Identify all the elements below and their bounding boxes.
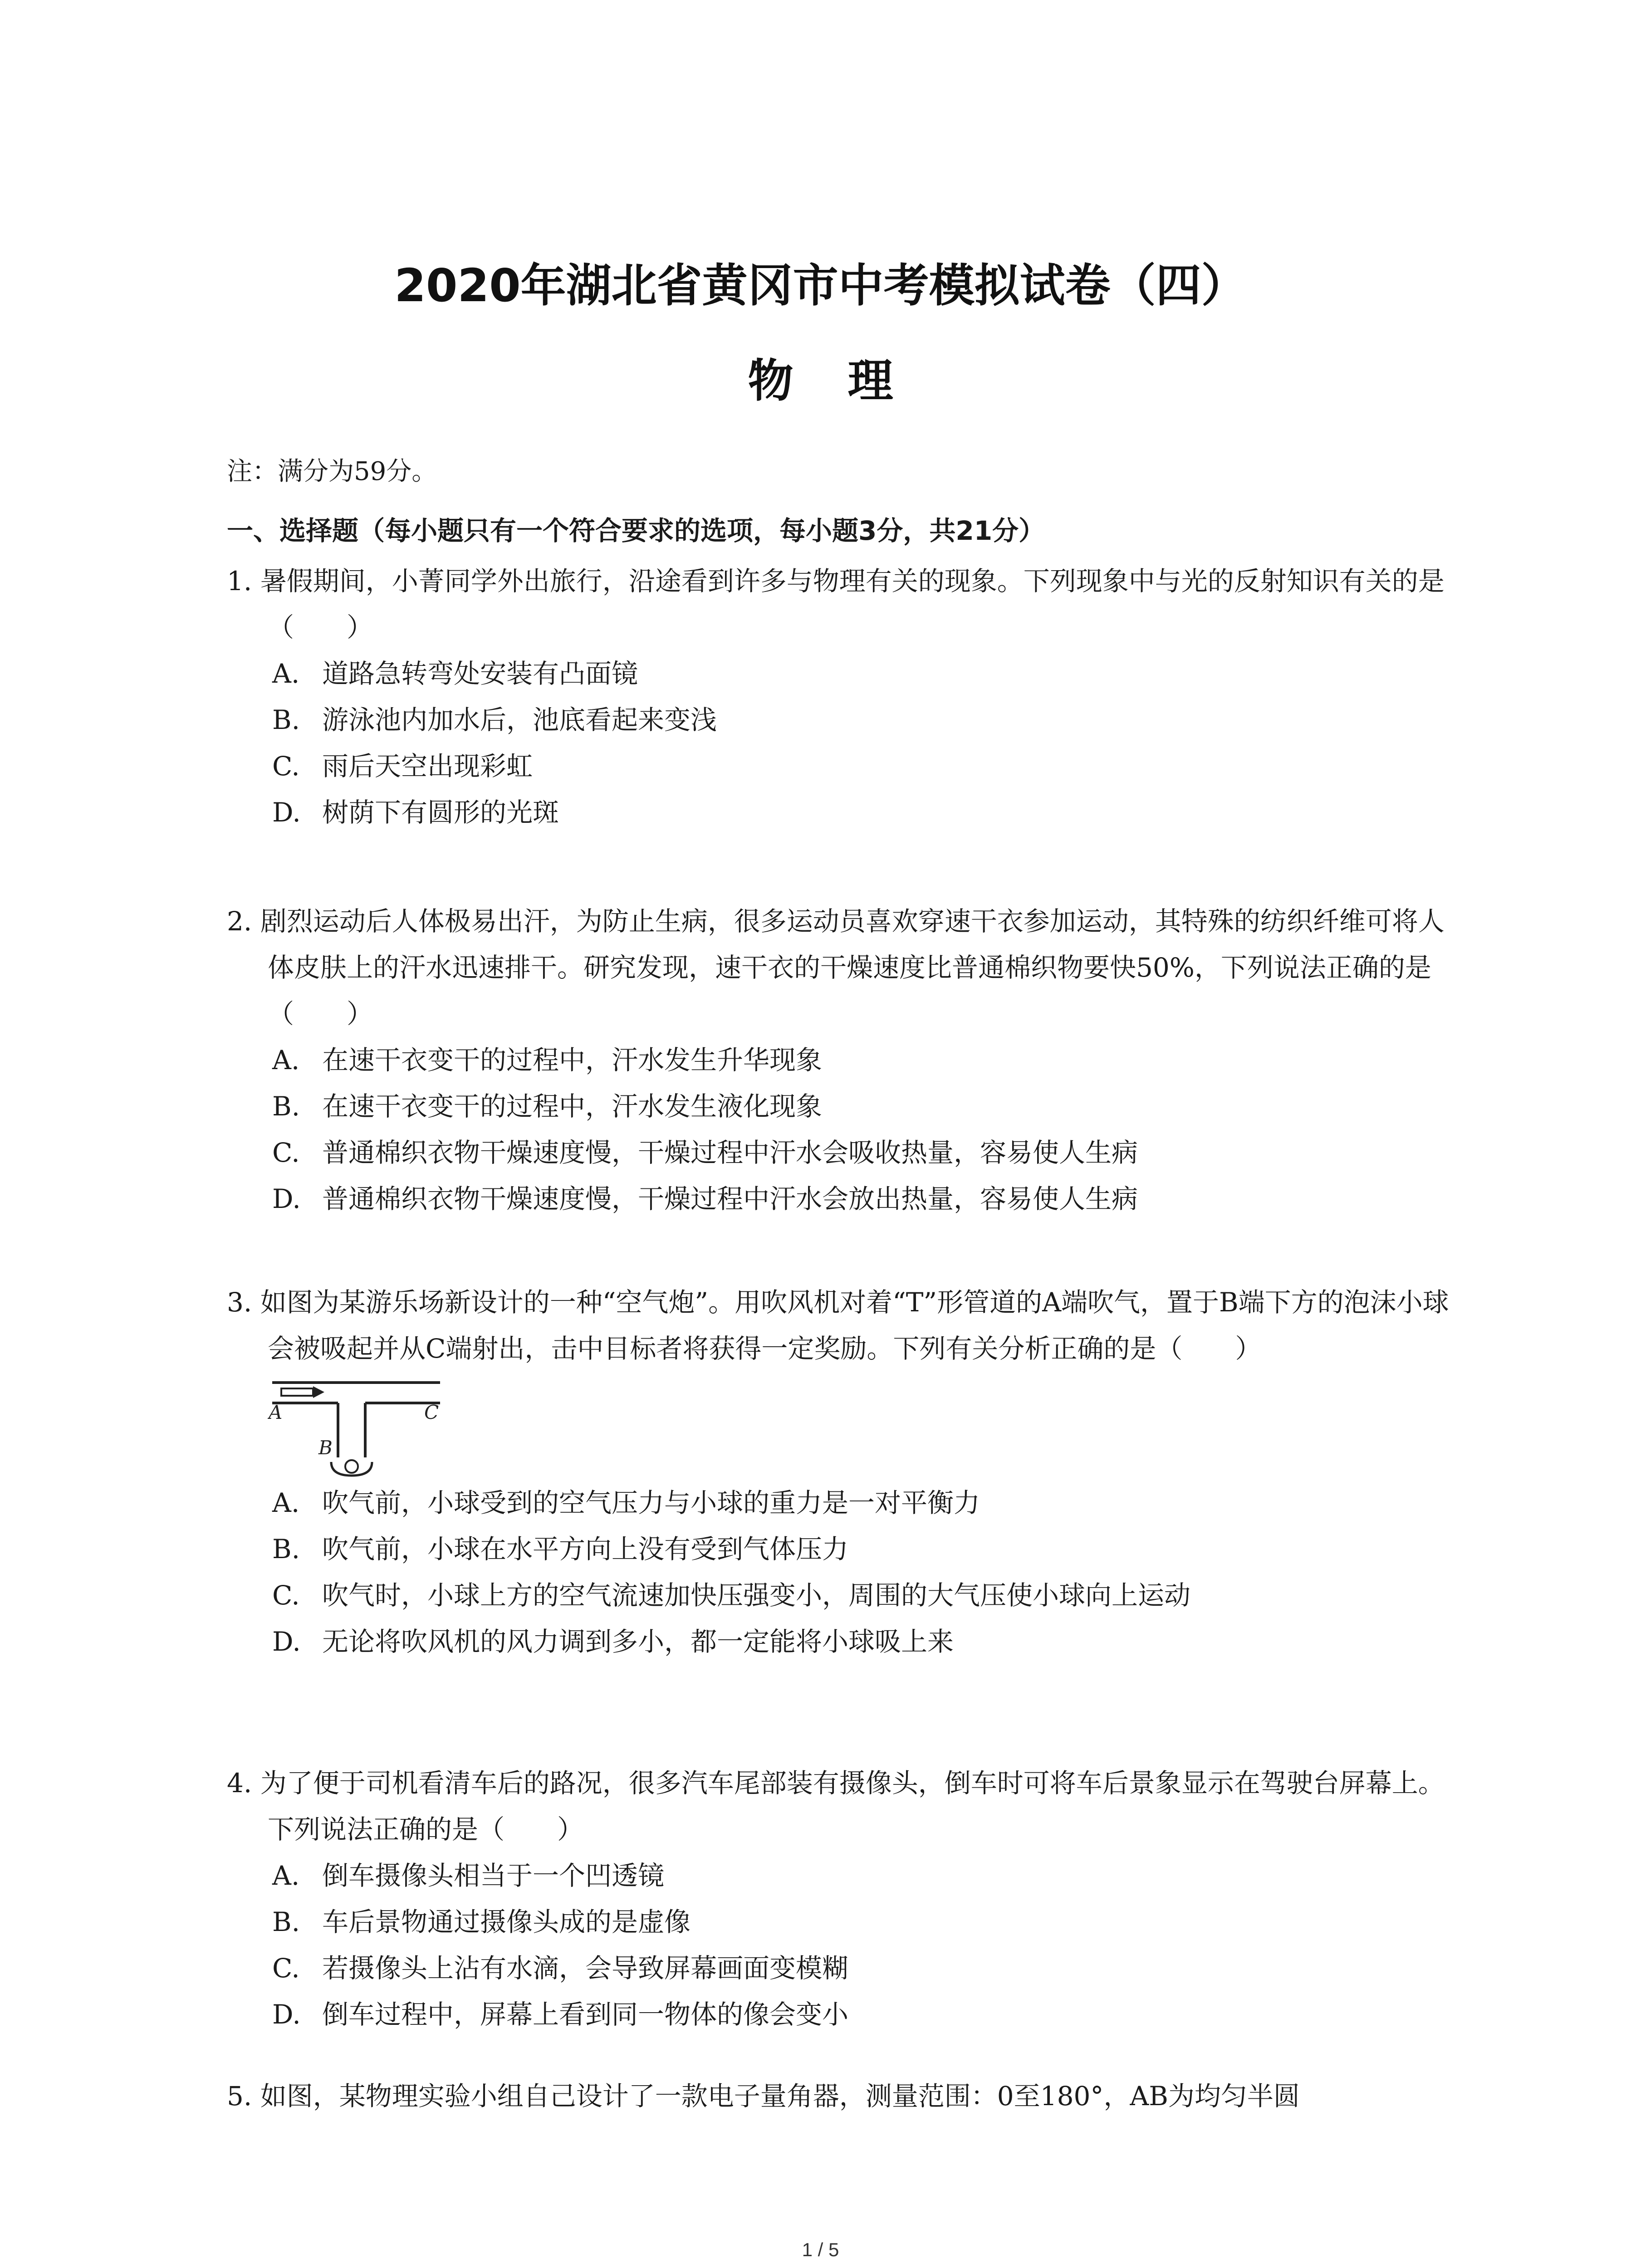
option-letter: A. [272,658,300,689]
option-letter: A. [272,1487,300,1518]
option-b[interactable] [227,1083,1452,1129]
airflow-arrow-head [313,1386,324,1398]
page-number: 1 / 5 [802,2239,839,2260]
option-letter: D. [272,1999,301,2030]
question-stem: 2. 剧烈运动后人体极易出汗，为防止生病，很多运动员喜欢穿速干衣参加运动，其特殊的纺织纤维可将人体皮肤上的汗水迅速排干。研究发现，速干衣的干燥速度比普通棉织物要快50%，下列说法正确的是（ ） [227,906,1445,1029]
option-text: 车后景物通过摄像头成的是虚像 [322,1906,691,1937]
question-5 [227,2073,1452,2119]
question-1 [227,558,1452,836]
option-letter: D. [272,1626,301,1657]
option-a[interactable] [227,1853,1452,1899]
options-list [227,1480,1452,1665]
option-text: 吹气前，小球受到的空气压力与小球的重力是一对平衡力 [322,1487,980,1518]
question-stem: 1. 暑假期间，小菁同学外出旅行，沿途看到许多与物理有关的现象。下列现象中与光的反射知识有关的是（ ） [227,566,1445,643]
option-d[interactable] [227,1618,1452,1665]
option-c[interactable] [227,1945,1452,1991]
option-letter: B. [272,1534,300,1564]
foam-ball [345,1460,358,1473]
option-b[interactable] [227,1899,1452,1945]
option-text: 吹气前，小球在水平方向上没有受到气体压力 [322,1534,849,1564]
question-3 [227,1279,1452,1665]
question-stem: 4. 为了便于司机看清车后的路况，很多汽车尾部装有摄像头，倒车时可将车后景象显示在驾驶台屏幕上。下列说法正确的是（ ） [227,1768,1445,1845]
option-text: 树荫下有圆形的光斑 [322,797,559,828]
label-b: B [318,1437,333,1459]
option-text: 吹气时，小球上方的空气流速加快压强变小，周围的大气压使小球向上运动 [322,1580,1191,1611]
option-letter: C. [272,751,300,782]
option-c[interactable] [227,1572,1452,1618]
options-list [227,1037,1452,1222]
score-note: 注：满分为59分。 [227,457,437,486]
option-d[interactable] [227,1176,1452,1222]
option-text: 游泳池内加水后，池底看起来变浅 [322,704,717,735]
option-text: 倒车摄像头相当于一个凹透镜 [322,1860,665,1891]
question-4 [227,1760,1452,2038]
question-stem: 3. 如图为某游乐场新设计的一种“空气炮”。用吹风机对着“T”形管道的A端吹气，置于B端下方的泡沫小球会被吸起并从C端射出，击中目标者将获得一定奖励。下列有关分析正确的是（ ） [227,1287,1449,1364]
option-text: 若摄像头上沾有水滴，会导致屏幕画面变模糊 [322,1953,849,1984]
option-letter: C. [272,1580,300,1611]
option-letter: A. [272,1860,300,1891]
option-text: 在速干衣变干的过程中，汗水发生升华现象 [322,1045,823,1075]
option-c[interactable] [227,1129,1452,1176]
option-a[interactable] [227,650,1452,697]
question-2 [227,898,1452,1222]
option-letter: C. [272,1953,300,1984]
option-letter: B. [272,1906,300,1937]
option-letter: A. [272,1045,300,1075]
option-c[interactable] [227,743,1452,789]
options-list [227,1853,1452,2038]
option-text: 普通棉织衣物干燥速度慢，干燥过程中汗水会吸收热量，容易使人生病 [322,1137,1138,1168]
t-tube-figure [268,1374,449,1478]
option-d[interactable] [227,789,1452,836]
option-b[interactable] [227,697,1452,743]
option-text: 道路急转弯处安装有凸面镜 [322,658,638,689]
option-letter: B. [272,1091,300,1122]
option-text: 雨后天空出现彩虹 [322,751,533,782]
label-a: A [269,1401,283,1423]
question-stem: 5. 如图，某物理实验小组自己设计了一款电子量角器，测量范围：0至180°，AB为均匀半圆 [227,2081,1300,2112]
option-letter: C. [272,1137,300,1168]
label-c: C [424,1401,439,1423]
option-d[interactable] [227,1991,1452,2038]
subject-title: 物理 [748,354,948,407]
option-text: 无论将吹风机的风力调到多小，都一定能将小球吸上来 [322,1626,954,1657]
option-letter: B. [272,704,300,735]
page-title: 2020年湖北省黄冈市中考模拟试卷（四） [394,259,1247,312]
t-tube-diagram [268,1374,449,1478]
options-list [227,650,1452,836]
airflow-arrow-body [281,1388,313,1396]
option-text: 在速干衣变干的过程中，汗水发生液化现象 [322,1091,823,1122]
option-a[interactable] [227,1037,1452,1083]
option-b[interactable] [227,1526,1452,1572]
option-text: 倒车过程中，屏幕上看到同一物体的像会变小 [322,1999,849,2030]
option-letter: D. [272,1183,301,1214]
section-heading: 一、选择题（每小题只有一个符合要求的选项，每小题3分，共21分） [227,515,1045,546]
option-letter: D. [272,797,301,828]
option-text: 普通棉织衣物干燥速度慢，干燥过程中汗水会放出热量，容易使人生病 [322,1183,1138,1214]
option-a[interactable] [227,1480,1452,1526]
